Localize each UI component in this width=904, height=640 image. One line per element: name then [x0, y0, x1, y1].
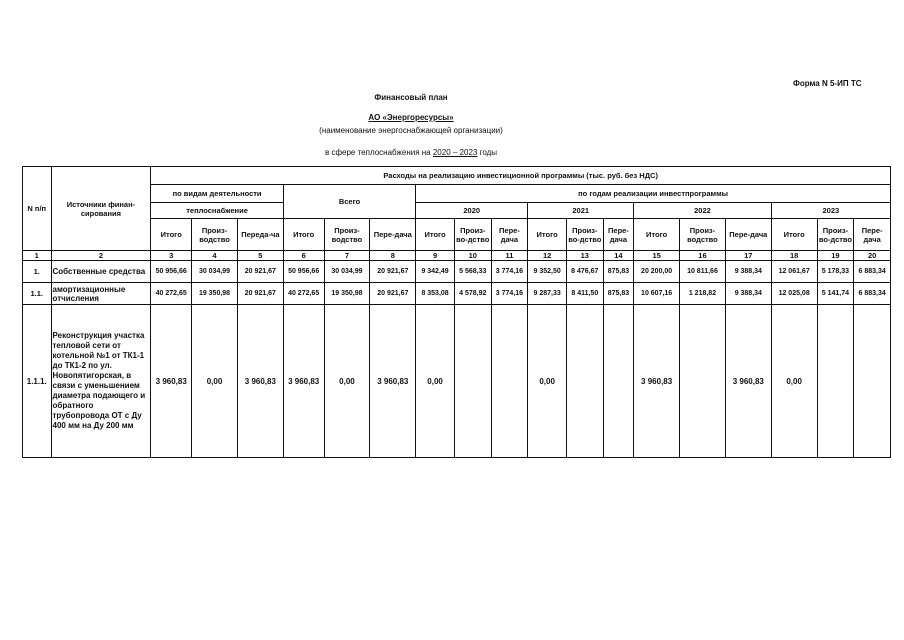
value-cell: 0,00: [528, 305, 567, 458]
value-cell: 8 411,50: [566, 283, 603, 305]
sub-peredacha: Пере-дача: [491, 219, 528, 251]
sub-peredacha: Пере-дача: [603, 219, 634, 251]
value-cell: 3 960,83: [634, 305, 680, 458]
header-expenses: Расходы на реализацию инвестиционной программы (тыс. руб. без НДС): [151, 167, 891, 185]
column-number: 11: [491, 251, 528, 261]
table-row: [23, 305, 891, 458]
column-number: 5: [237, 251, 283, 261]
table-row: [23, 261, 891, 283]
header-row-2: [23, 185, 891, 203]
value-cell: 4 578,92: [454, 283, 491, 305]
header-source: Источники финан-сирования: [51, 167, 151, 251]
value-cell: 3 960,83: [283, 305, 324, 458]
column-number: 14: [603, 251, 634, 261]
header-num: N п/п: [23, 167, 52, 251]
sphere-line: [0, 148, 822, 157]
column-number: 9: [416, 251, 455, 261]
value-cell: 3 960,83: [725, 305, 771, 458]
value-cell: 30 034,99: [324, 261, 370, 283]
sub-peredacha: Пере-дача: [370, 219, 416, 251]
document-title: Финансовый план: [374, 93, 448, 102]
row-number: 1.1.1.: [23, 305, 52, 458]
column-number: 15: [634, 251, 680, 261]
sub-proizvodstvo: Произ-во-дство: [454, 219, 491, 251]
column-number: 10: [454, 251, 491, 261]
value-cell: 8 353,08: [416, 283, 455, 305]
value-cell: 0,00: [324, 305, 370, 458]
column-number: 4: [192, 251, 238, 261]
value-cell: 3 960,83: [370, 305, 416, 458]
value-cell: 5 178,33: [817, 261, 854, 283]
value-cell: 0,00: [192, 305, 238, 458]
financial-plan-table: [22, 166, 891, 458]
sub-itogo: Итого: [634, 219, 680, 251]
value-cell: 0,00: [416, 305, 455, 458]
header-by-years: по годам реализации инвестпрограммы: [416, 185, 891, 203]
value-cell: [680, 305, 726, 458]
value-cell: 40 272,65: [283, 283, 324, 305]
header-row-1: [23, 167, 891, 185]
value-cell: 9 352,50: [528, 261, 567, 283]
sub-itogo: Итого: [528, 219, 567, 251]
row-source: Реконструкция участка тепловой сети от котельной №1 от ТК1-1 до ТК1-2 по ул. Новопятигорская, в связи с уменьшением диаметра подающего и обратного трубопровода ОТ с Ду 400 мм на Ду 200 мм: [51, 305, 151, 458]
value-cell: 3 960,83: [151, 305, 192, 458]
value-cell: 20 200,00: [634, 261, 680, 283]
sub-proizvodstvo: Произ-водство: [324, 219, 370, 251]
sub-itogo: Итого: [771, 219, 817, 251]
value-cell: 875,83: [603, 261, 634, 283]
value-cell: 50 956,66: [151, 261, 192, 283]
value-cell: [603, 305, 634, 458]
value-cell: 3 774,16: [491, 283, 528, 305]
value-cell: 19 350,98: [192, 283, 238, 305]
sub-itogo: Итого: [283, 219, 324, 251]
sub-itogo: Итого: [416, 219, 455, 251]
value-cell: 20 921,67: [370, 261, 416, 283]
value-cell: 12 025,08: [771, 283, 817, 305]
value-cell: 9 287,33: [528, 283, 567, 305]
value-cell: 5 568,33: [454, 261, 491, 283]
value-cell: 10 811,66: [680, 261, 726, 283]
value-cell: 875,83: [603, 283, 634, 305]
value-cell: 3 774,16: [491, 261, 528, 283]
row-source: амортизационные отчисления: [51, 283, 151, 305]
column-number-row: [23, 251, 891, 261]
value-cell: 40 272,65: [151, 283, 192, 305]
column-number: 12: [528, 251, 567, 261]
row-number: 1.: [23, 261, 52, 283]
column-number: 17: [725, 251, 771, 261]
organization-name: [0, 113, 822, 122]
header-row-3: [23, 203, 891, 219]
sub-proizvodstvo: Произ-водство: [192, 219, 238, 251]
value-cell: 19 350,98: [324, 283, 370, 305]
header-year-2023: 2023: [771, 203, 890, 219]
column-number: 19: [817, 251, 854, 261]
value-cell: 20 921,67: [237, 261, 283, 283]
header-total-group: Всего: [283, 185, 415, 219]
value-cell: 12 061,67: [771, 261, 817, 283]
column-number: 7: [324, 251, 370, 261]
value-cell: 5 141,74: [817, 283, 854, 305]
value-cell: 9 342,49: [416, 261, 455, 283]
value-cell: 50 956,66: [283, 261, 324, 283]
header-year-2020: 2020: [416, 203, 528, 219]
value-cell: 9 388,34: [725, 261, 771, 283]
value-cell: [566, 305, 603, 458]
sub-itogo: Итого: [151, 219, 192, 251]
sphere-prefix: в сфере теплоснабжения на: [324, 148, 431, 157]
value-cell: [491, 305, 528, 458]
column-number: 16: [680, 251, 726, 261]
sub-proizvodstvo: Произ-водство: [680, 219, 726, 251]
value-cell: 10 607,16: [634, 283, 680, 305]
table-row: [23, 283, 891, 305]
row-number: 1.1.: [23, 283, 52, 305]
column-number: 3: [151, 251, 192, 261]
row-source: Собственные средства: [51, 261, 151, 283]
sphere-period: 2020 – 2023: [432, 148, 478, 157]
header-heat-supply: теплоснабжение: [151, 203, 283, 219]
value-cell: 3 960,83: [237, 305, 283, 458]
column-number: 8: [370, 251, 416, 261]
value-cell: 30 034,99: [192, 261, 238, 283]
value-cell: [454, 305, 491, 458]
column-number: 20: [854, 251, 891, 261]
value-cell: [854, 305, 891, 458]
value-cell: 20 921,67: [370, 283, 416, 305]
value-cell: [817, 305, 854, 458]
value-cell: 20 921,67: [237, 283, 283, 305]
header-by-activity: по видам деятельности: [151, 185, 283, 203]
sphere-suffix: годы: [479, 148, 498, 157]
value-cell: 1 218,82: [680, 283, 726, 305]
header-year-2022: 2022: [634, 203, 772, 219]
value-cell: 6 883,34: [854, 283, 891, 305]
org-name-text: АО «Энергоресурсы»: [368, 113, 454, 122]
sub-peredacha: Пере-дача: [725, 219, 771, 251]
value-cell: 8 476,67: [566, 261, 603, 283]
sub-peredacha: Пере-дача: [854, 219, 891, 251]
organization-caption: (наименование энергоснабжающей организации): [319, 126, 503, 135]
column-number: 6: [283, 251, 324, 261]
column-number: 13: [566, 251, 603, 261]
header-year-2021: 2021: [528, 203, 634, 219]
value-cell: 9 388,34: [725, 283, 771, 305]
column-number: 2: [51, 251, 151, 261]
sub-peredacha: Переда-ча: [237, 219, 283, 251]
value-cell: 0,00: [771, 305, 817, 458]
value-cell: 6 883,34: [854, 261, 891, 283]
sub-proizvodstvo: Произ-во-дство: [817, 219, 854, 251]
column-number: 18: [771, 251, 817, 261]
form-number: Форма N 5-ИП ТС: [793, 79, 862, 88]
header-row-4: [23, 219, 891, 251]
sub-proizvodstvo: Произ-во-дство: [566, 219, 603, 251]
column-number: 1: [23, 251, 52, 261]
